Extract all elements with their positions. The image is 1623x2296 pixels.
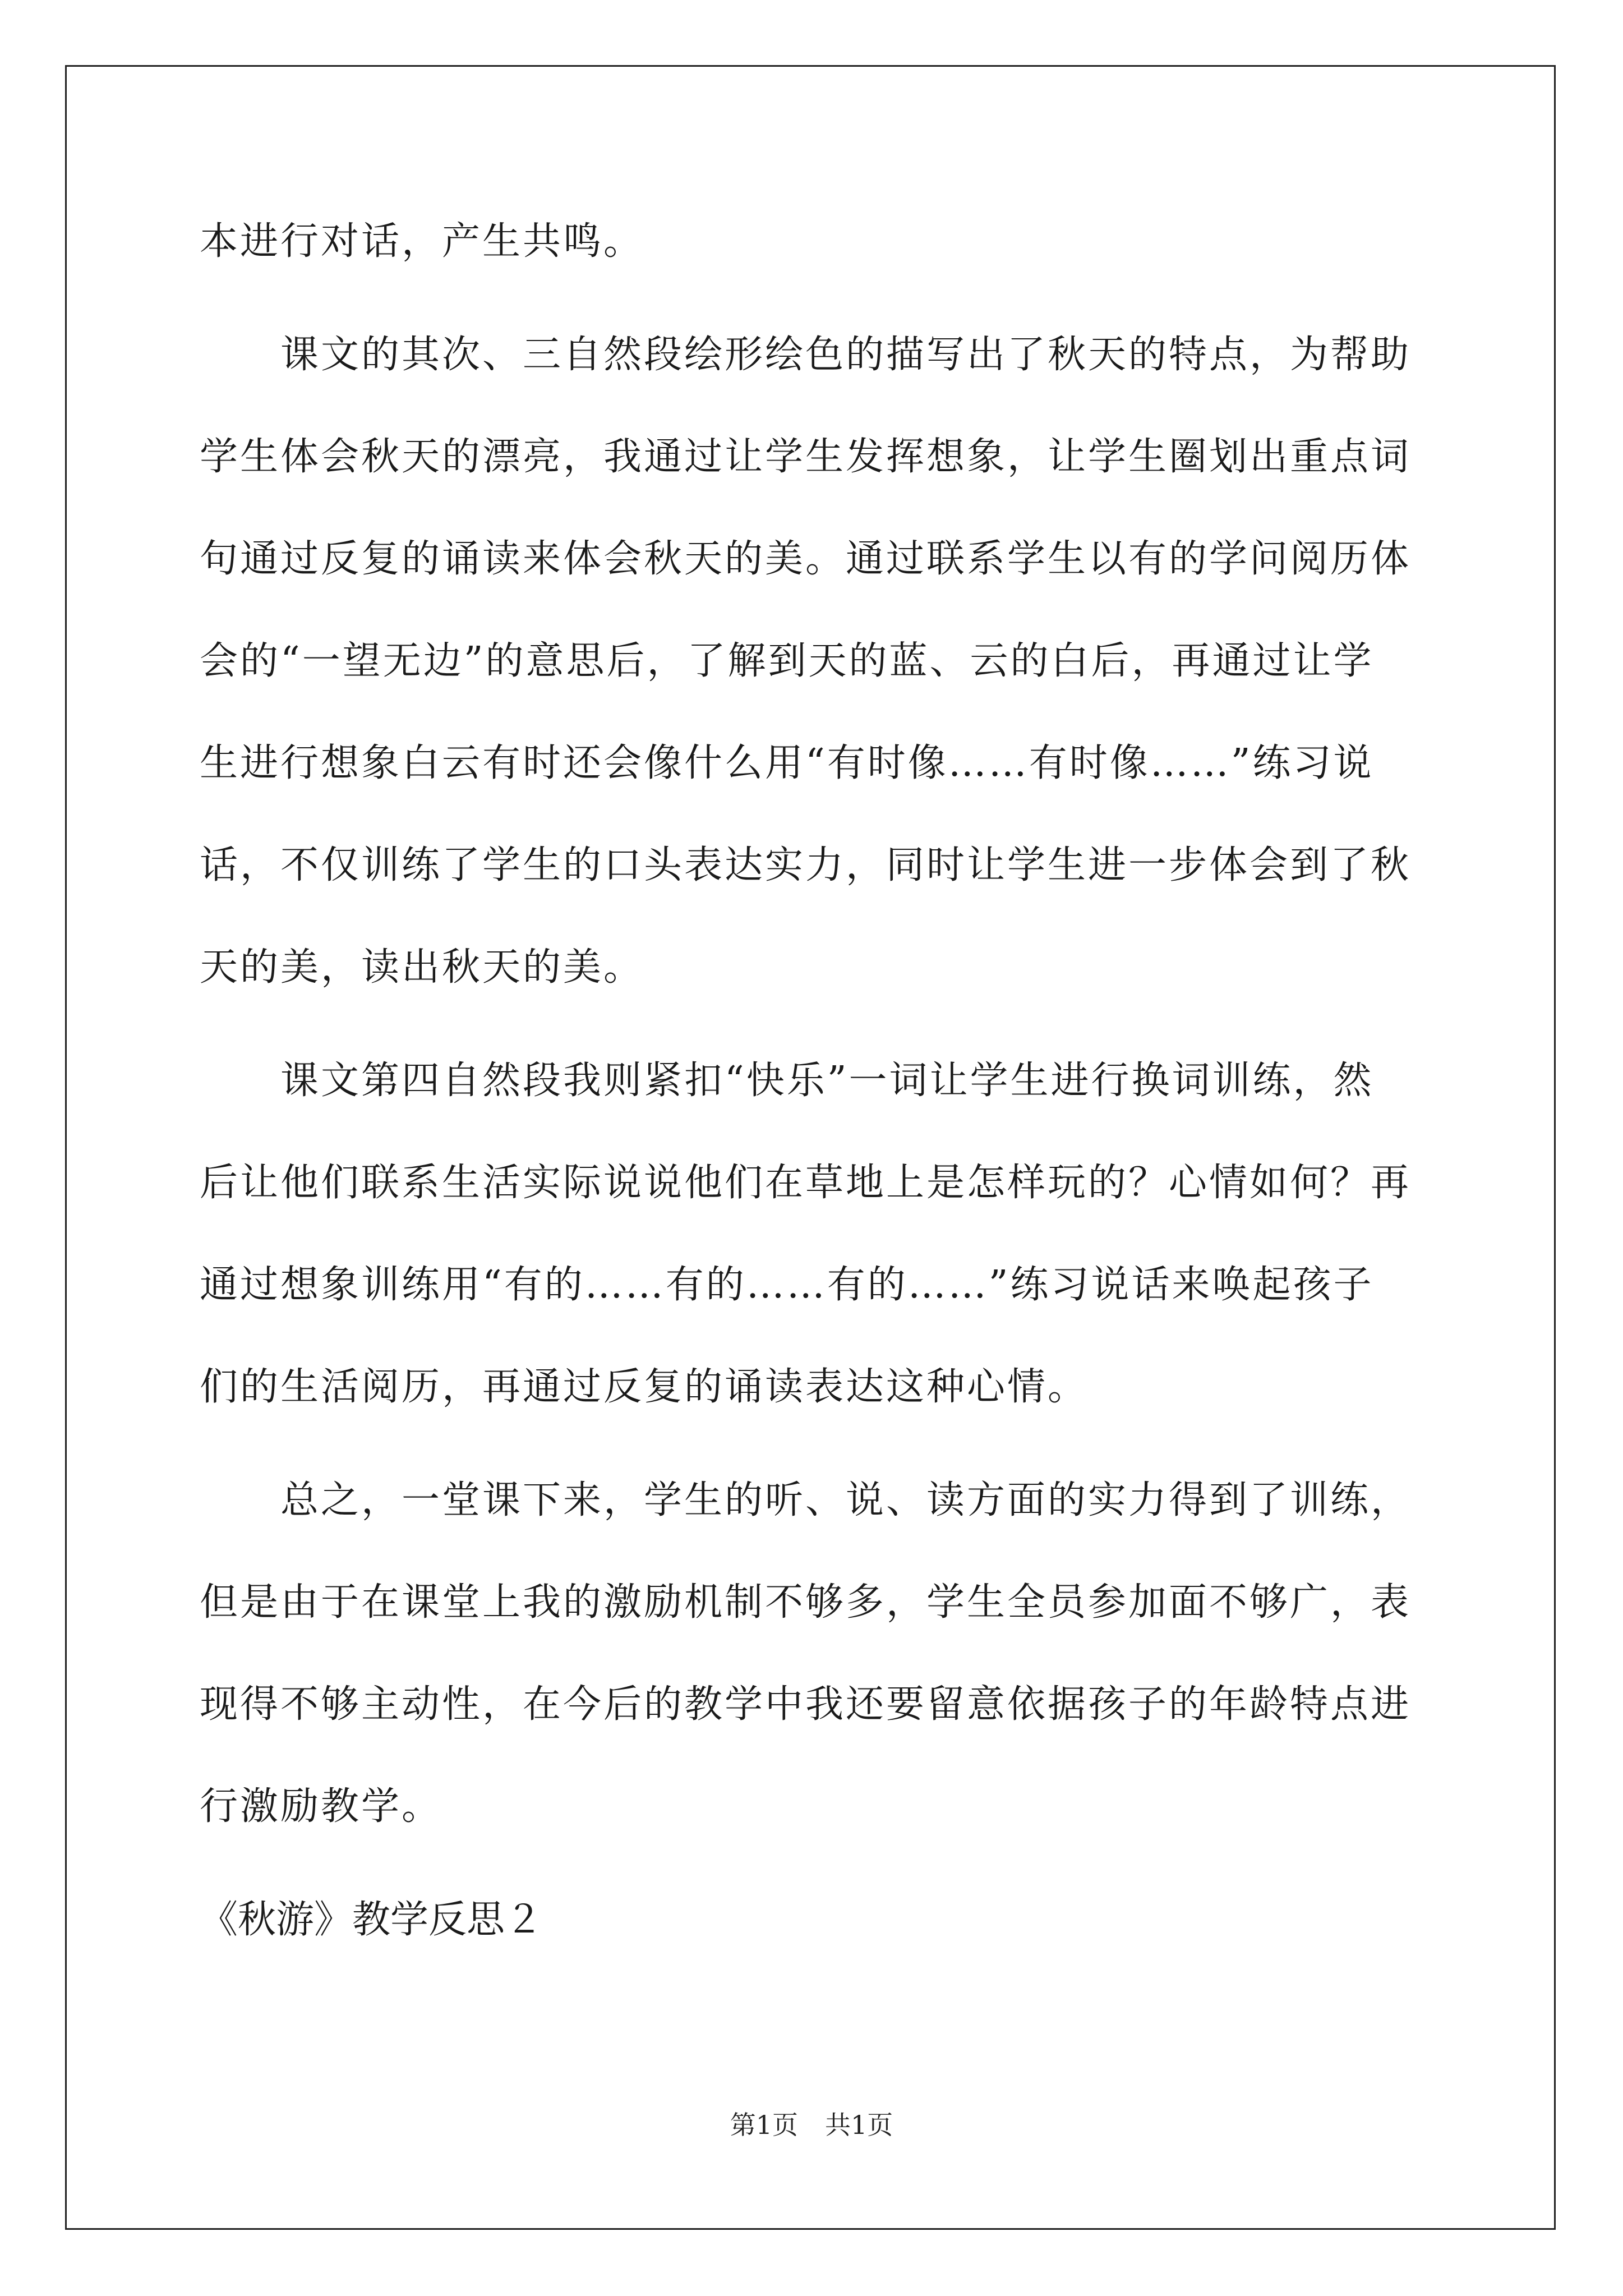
page-number: 第1页: [730, 2110, 798, 2140]
text-line: 课文第四自然段我则紧扣“快乐”一词让学生进行换词训练，然: [200, 1059, 1374, 1103]
text-line: 现得不够主动性，在今后的教学中我还要留意依据孩子的年龄特点进: [200, 1682, 1412, 1727]
text-line: 本进行对话，产生共鸣。: [200, 219, 644, 264]
section-title: 《秋游》教学反思２: [200, 1898, 543, 1942]
text-line: 们的生活阅历，再通过反复的诵读表达这种心情。: [200, 1365, 1089, 1409]
text-line: 通过想象训练用“有的……有的……有的……”练习说话来唤起孩子: [200, 1263, 1374, 1307]
paragraph-1: [200, 191, 1428, 293]
text-line: 话，不仅训练了学生的口头表达实力，同时让学生进一步体会到了秋: [200, 843, 1412, 887]
page-footer: [0, 2105, 1623, 2142]
text-line: 句通过反复的诵读来体会秋天的美。通过联系学生以有的学问阅历体: [200, 537, 1412, 581]
paragraph-4: [200, 1450, 1428, 1858]
text-line: 总之，一堂课下来，学生的听、说、读方面的实力得到了训练，: [200, 1478, 1412, 1522]
page-total: 共1页: [825, 2110, 893, 2140]
text-line: 学生体会秋天的漂亮，我通过让学生发挥想象，让学生圈划出重点词: [200, 435, 1412, 479]
paragraph-2: [200, 304, 1428, 1019]
text-line: 生进行想象白云有时还会像什么用“有时像……有时像……”练习说: [200, 741, 1374, 785]
text-line: 会的“一望无边”的意思后，了解到天的蓝、云的白后，再通过让学: [200, 639, 1374, 683]
text-line: 但是由于在课堂上我的激励机制不够多，学生全员参加面不够广，表: [200, 1580, 1412, 1625]
text-line: 后让他们联系生活实际说说他们在草地上是怎样玩的？心情如何？再: [200, 1161, 1412, 1205]
document-body: [200, 191, 1428, 1971]
text-line: 行激励教学。: [200, 1784, 442, 1829]
paragraph-3: [200, 1030, 1428, 1438]
text-line: 课文的其次、三自然段绘形绘色的描写出了秋天的特点，为帮助: [200, 333, 1412, 377]
text-line: 天的美，读出秋天的美。: [200, 945, 644, 990]
